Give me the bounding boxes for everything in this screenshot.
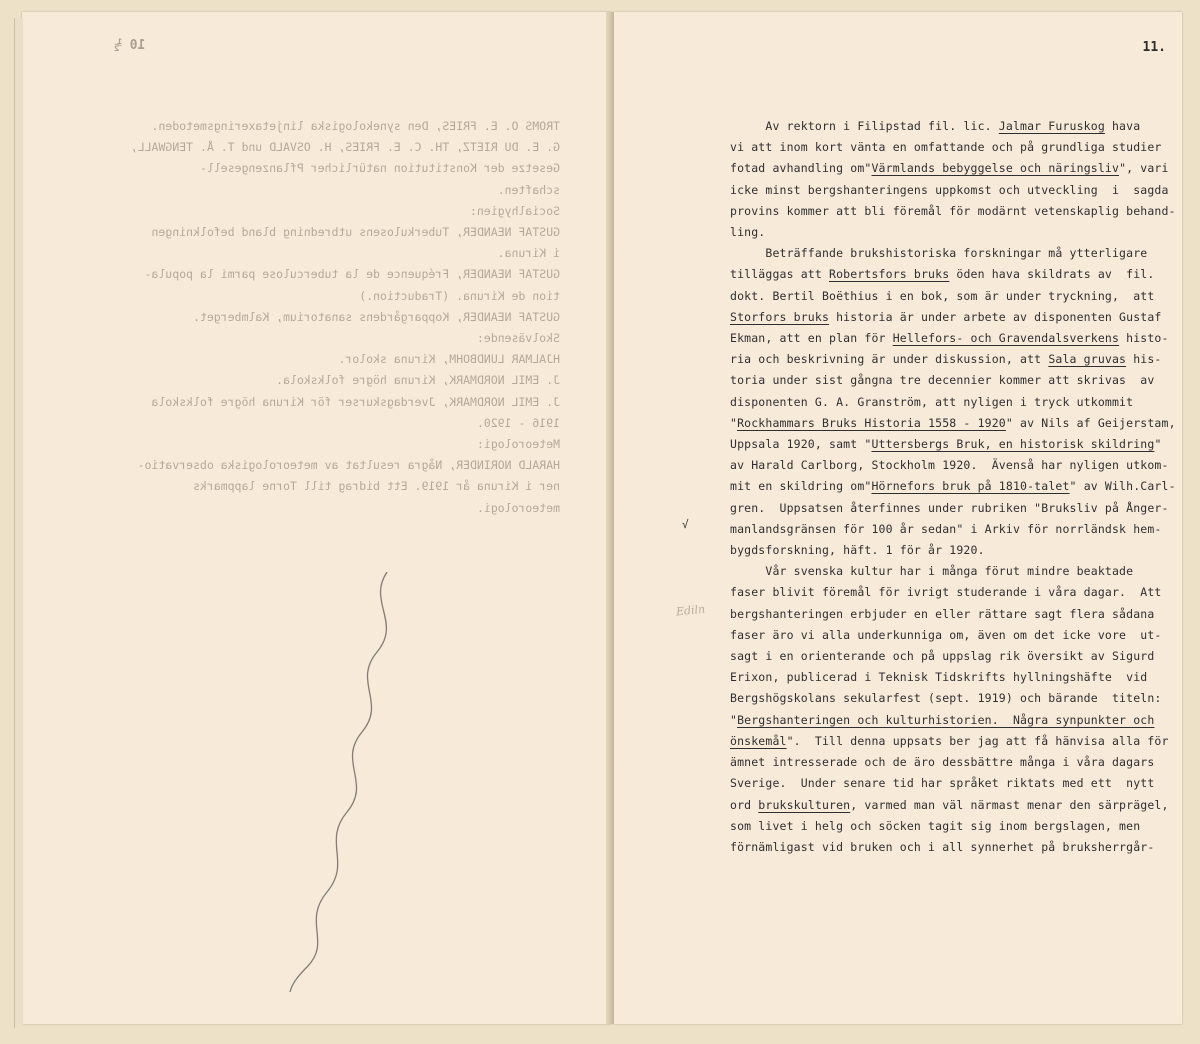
text-line: [730, 795, 1169, 816]
bleed-line: i Kiruna.: [497, 246, 560, 261]
bleed-line: 1916 - 1920.: [476, 415, 560, 430]
text-segment: Av rektorn i Filipstad fil. lic.: [730, 119, 999, 133]
bleed-line: G. E. DU RIETZ, TH. C. E. FRIES, H. OSVALD und T. Å. TENGWALL,: [130, 140, 560, 155]
underlined-title: Uttersbergs Bruk, en historisk skildring: [871, 437, 1155, 452]
bleed-line: HARALD NORINDER, Några resultat av meteorologiska observatio-: [137, 458, 560, 473]
text-line: [730, 180, 1169, 201]
text-segment: ord: [730, 797, 759, 812]
text-segment: ämnet intresserade och de äro dessbättre många i våra dagars: [730, 755, 1155, 770]
text-segment: Sverige. Under senare tid har språket riktats med ett nytt: [730, 776, 1155, 791]
text-segment: toria under sist gångna tre decennier kommer att skrivas av: [730, 373, 1155, 388]
faint-margin-note: Ediln: [675, 602, 706, 619]
text-segment: bygdsforskning, häft. 1 för år 1920.: [730, 543, 985, 558]
text-line: [730, 286, 1155, 307]
text-segment: Vår svenska kultur har i många förut mindre beaktade: [730, 564, 1134, 579]
text-line: [730, 773, 1155, 794]
underlined-title: Jalmar Furuskog: [998, 119, 1105, 133]
underlined-title: Storfors bruks: [730, 309, 830, 324]
text-segment: disponenten G. A. Granström, att nyligen i tryck utkommit: [730, 394, 1134, 409]
text-line: [730, 731, 1169, 752]
underlined-title: önskemål: [730, 733, 787, 748]
text-line: [730, 476, 1176, 497]
bleed-line: meteorologi.: [476, 500, 560, 515]
text-segment: ": [1154, 437, 1162, 452]
text-line: [730, 582, 1162, 603]
text-segment: manlandsgränsen för 100 år sedan" i Arkiv för norrländsk hem-: [730, 521, 1162, 536]
text-line: [730, 688, 1162, 709]
text-segment: mit en skildring om": [730, 479, 872, 494]
text-segment: ": [730, 415, 738, 430]
text-segment: ". Till denna uppsats ber jag att få hänvisa alla för: [786, 733, 1169, 748]
text-segment: sagt i en orienterande och på uppslag rik översikt av Sigurd: [730, 649, 1155, 664]
bleed-line: Socialhygien:: [469, 203, 560, 218]
underlined-title: Rockhammars Bruks Historia 1558 - 1920: [737, 415, 1006, 430]
text-line: [730, 201, 1176, 222]
underlined-title: Bergshanteringen och kulturhistorien. Några synpunkter och: [737, 712, 1155, 727]
text-segment: dokt. Bertil Boëthius i en bok, som är under tryckning, att: [730, 288, 1155, 303]
right-page-number: 11.: [1142, 40, 1166, 55]
underlined-title: Sala gruvas: [1048, 352, 1127, 367]
text-line: [730, 519, 1162, 540]
text-line: [730, 561, 1150, 582]
text-segment: " av Nils af Geijerstam,: [1005, 415, 1176, 430]
text-segment: tilläggas att: [730, 267, 830, 282]
bleed-line: schaften.: [497, 182, 560, 197]
text-segment: historia är under arbete av disponenten Gustaf: [829, 309, 1162, 324]
text-segment: fotad avhandling om": [730, 161, 872, 176]
text-segment: bergshanteringen erbjuder en eller rättare sagt flera sådana: [730, 606, 1155, 621]
text-line: [730, 604, 1155, 625]
text-segment: histo-: [1119, 331, 1169, 346]
text-line: [730, 837, 1155, 858]
text-segment: faser blivit föremål för ivrigt studerande i våra dagar. Att: [730, 585, 1162, 600]
text-line: [730, 370, 1155, 391]
underlined-title: Värmlands bebyggelse och näringsliv: [871, 161, 1120, 176]
bleed-line: J. EMIL NORDMARK, Jverdagskurser för Kiruna högre folkskola: [151, 394, 560, 409]
text-line: [730, 413, 1176, 434]
text-segment: Ekman, att en plan för: [730, 331, 893, 346]
text-segment: faser äro vi alla underkunniga om, även om det icke vore ut-: [730, 627, 1162, 642]
text-segment: Erixon, publicerad i Teknisk Tidskrifts hyllningshäfte vid: [730, 670, 1148, 685]
bleed-line: GUSTAF NEANDER, Tuberkulosens utbredning bland befolkningen: [151, 225, 560, 240]
check-mark: √: [682, 518, 689, 531]
underlined-title: Hellefors- och Gravendalsverkens: [892, 331, 1120, 346]
text-line: [730, 328, 1169, 349]
text-line: [730, 752, 1155, 773]
text-line: [730, 222, 1150, 243]
text-segment: gren. Uppsatsen återfinnes under rubriken "Bruksliv på Ånger-: [730, 500, 1169, 515]
text-segment: Beträffande brukshistoriska forskningar må ytterligare: [730, 246, 1148, 261]
bleed-line: Meteorologi:: [476, 437, 560, 452]
text-segment: av Harald Carlborg, Stockholm 1920. Ävenså har nyligen utkom-: [730, 458, 1169, 473]
text-segment: ": [730, 712, 738, 727]
text-line: [730, 434, 1162, 455]
underlined-title: Hörnefors bruk på 1810-talet: [871, 479, 1070, 494]
text-segment: Uppsala 1920, samt ": [730, 437, 872, 452]
text-line: [730, 307, 1162, 328]
text-segment: öden hava skildrats av fil.: [949, 267, 1155, 282]
bleed-line: tion de Kiruna. (Traduction.): [359, 288, 560, 303]
text-segment: ling.: [730, 225, 766, 240]
text-segment: his-: [1126, 352, 1162, 367]
text-line: [730, 625, 1162, 646]
text-line: [730, 455, 1169, 476]
text-segment: vi att inom kort vänta en omfattande och på grundliga studier: [730, 140, 1162, 155]
text-line: [730, 137, 1162, 158]
text-line: [730, 349, 1162, 370]
text-line: [730, 816, 1150, 837]
right-page: [614, 12, 1182, 1024]
text-line: [730, 116, 1150, 137]
bleed-line: GUSTAF NEANDER, Koppargårdens sanatorium, Kalmberget.: [193, 309, 560, 324]
text-segment: som livet i helg och söcken tagit sig inom bergslagen, men: [730, 818, 1141, 833]
typed-body-text: [730, 116, 1176, 858]
text-segment: hava: [1104, 119, 1141, 133]
text-line: [730, 158, 1169, 179]
text-line: [730, 498, 1169, 519]
text-line: [730, 667, 1150, 688]
text-segment: , varmed man väl närmast menar den särprägel,: [850, 797, 1169, 812]
bleed-line: TROMS O. E. FRIES, Den synekologiska linjetaxeringsmetoden.: [151, 119, 560, 133]
underlined-title: Robertsfors bruks: [829, 267, 950, 282]
bleed-line: J. EMIL NORDMARK, Kiruna högre folkskola.: [276, 373, 560, 388]
text-segment: förnämligast vid bruken och i all synnerhet på bruksherrgår-: [730, 839, 1155, 854]
left-page: [22, 12, 612, 1024]
underlined-title: brukskulturen: [758, 797, 851, 812]
bleed-through-text: [90, 116, 560, 519]
text-segment: Bergshögskolans sekularfest (sept. 1919) och bärande titeln:: [730, 691, 1162, 706]
bleed-line: Gesetze der Konstitution natürlicher Pflanzengesell-: [199, 161, 560, 176]
bleed-line: GUSTAF NEANDER, Fréquence de la tuberculose parmi la popula-: [144, 267, 560, 282]
text-line: [730, 392, 1150, 413]
left-page-number: 10 ½: [114, 38, 146, 53]
bleed-line: Skolväsende:: [476, 331, 560, 346]
text-line: [730, 646, 1155, 667]
text-segment: " av Wilh.Carl-: [1069, 479, 1176, 494]
text-line: [730, 243, 1150, 264]
bleed-line: ner i Kiruna år 1919. Ett bidrag till Torne lappmarks: [193, 479, 560, 494]
text-line: [730, 540, 1150, 561]
text-segment: icke minst bergshanteringens uppkomst och utveckling i sagda: [730, 182, 1169, 197]
bleed-line: HJALMAR LUNDBOHM, Kiruna skolor.: [338, 352, 560, 367]
text-segment: provins kommer att bli föremål för modärnt vetenskaplig behand-: [730, 203, 1176, 218]
text-segment: ", vari: [1119, 161, 1169, 176]
text-line: [730, 710, 1155, 731]
wavy-pencil-line: [202, 572, 402, 992]
text-segment: ria och beskrivning är under diskussion, att: [730, 352, 1049, 367]
text-line: [730, 264, 1155, 285]
